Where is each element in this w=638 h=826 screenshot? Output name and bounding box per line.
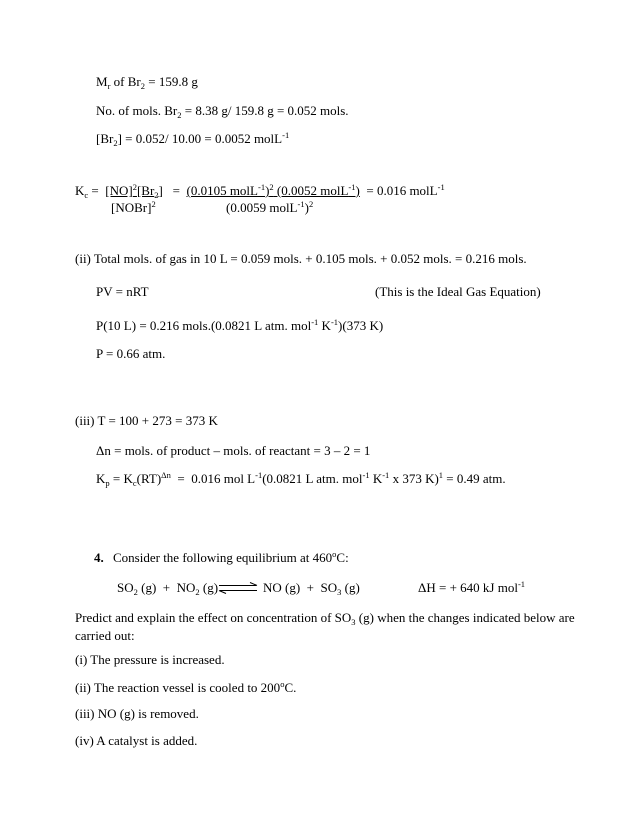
item-catalyst: (iv) A catalyst is added. xyxy=(75,733,198,748)
kc-expression-line: $K_c = [NO]^2[Br_2] = (0.0105$ molL$^{-1}$)$^2$ (0.0052 molL$^{-1}$) = 0.016 molL$^{-1}$ xyxy=(75,182,445,200)
kc-value-numerator: (0.0105 molL$^{-1}$)$^2$ (0.0052 molL$^{-1}$) xyxy=(186,182,360,198)
temperature-line: (iii) T = 100 + 273 = 373 K xyxy=(75,413,218,428)
pressure-calc-line: P(10 L) = 0.216 mols.(0.0821 L atm. mol$^{-1}$ $K^{-1})(373$ K) xyxy=(96,317,384,333)
kc-numerator: $[NO]^2[Br_2]$ xyxy=(105,182,163,200)
question-4-number: 4. xyxy=(94,550,104,565)
predict-line-1: Predict and explain the effect on concentration of $SO_3$ (g) when the changes indicated below are xyxy=(75,610,575,627)
mr-br2-line: $M_r$ of $Br_2 = 159.8$ g xyxy=(96,74,198,91)
kc-value-denominator: (0.0059 molL$^{-1}$)$^2$ xyxy=(226,199,314,215)
mols-br2-line: No. of mols. $Br_2 = 8.38$ g/ 159.8 g = 0.052 mols. xyxy=(96,103,349,120)
conc-br2-line: $[Br_2] = 0.052/$ 10.00 = 0.0052 molL$^{-1}$ xyxy=(96,130,290,148)
predict-line-2: carried out: xyxy=(75,628,135,643)
kc-denominator: [NOBr]$^2$ xyxy=(111,199,156,215)
item-no-removed: (iii) NO (g) is removed. xyxy=(75,706,199,721)
reaction-reactants: $SO_2$ $(g) + NO_2$ (g) xyxy=(117,580,219,597)
kp-line: $K_p = K_c(RT)^{\Delta n} = 0.016$ mol $L^{-1}(0.0821$ L atm. mol$^{-1}$ $K^{-1}$ x 373 K)$^1$ = 0.49 atm. xyxy=(96,470,506,488)
question-4-text: Consider the following equilibrium at 460$^o$C: xyxy=(113,549,349,565)
delta-n-line: Δn = mols. of product – mols. of reactant = 3 – 2 = 1 xyxy=(96,443,371,458)
equilibrium-arrows-icon xyxy=(217,582,259,594)
item-cooled: (ii) The reaction vessel is cooled to 200$^o$C. xyxy=(75,679,297,695)
enthalpy-change: ΔH = + 640 kJ mol$^{-1}$ xyxy=(418,579,526,595)
item-pressure: (i) The pressure is increased. xyxy=(75,652,225,667)
pressure-result-line: P = 0.66 atm. xyxy=(96,346,166,361)
total-mols-line: (ii) Total mols. of gas in 10 L = 0.059 mols. + 0.105 mols. + 0.052 mols. = 0.216 mols. xyxy=(75,251,527,266)
reaction-products: NO $(g) + SO_3$ (g) xyxy=(263,580,360,597)
ideal-gas-note: (This is the Ideal Gas Equation) xyxy=(375,284,541,299)
pv-nrt-line: PV = nRT xyxy=(96,284,149,299)
